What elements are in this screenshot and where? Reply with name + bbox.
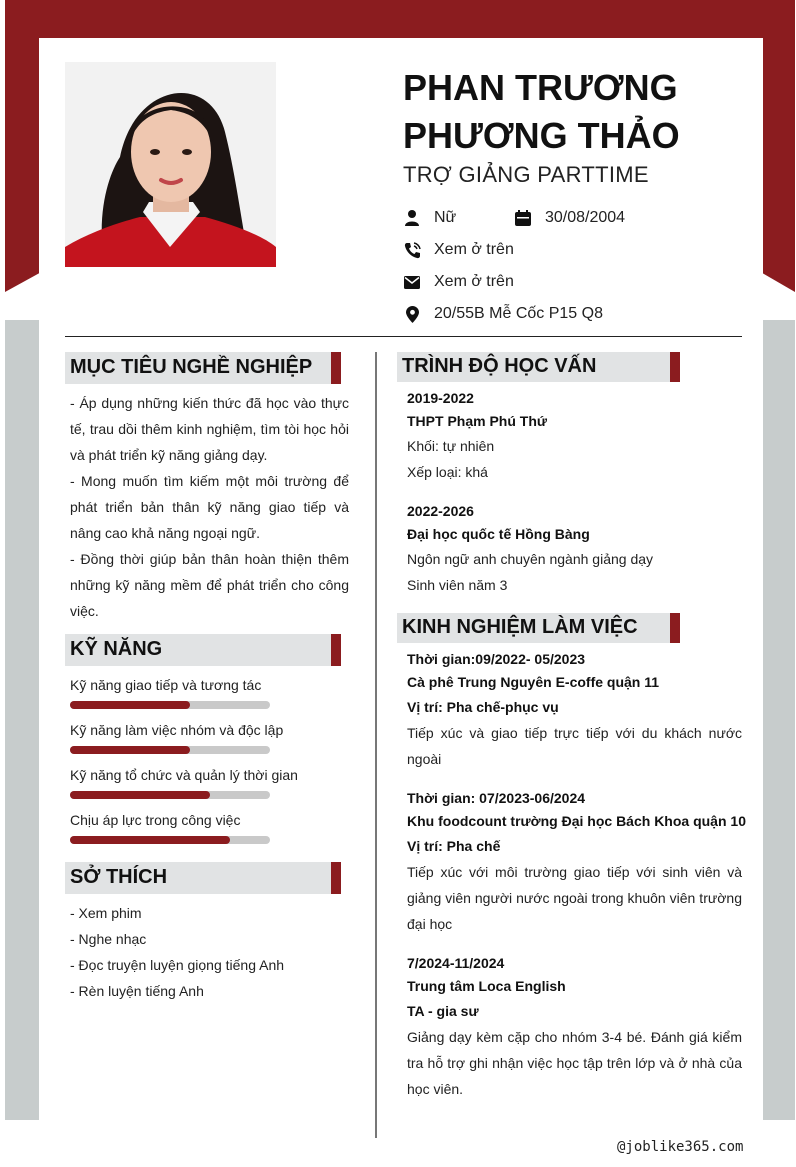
experience-company: Cà phê Trung Nguyên E-coffe quận 11 bbox=[407, 674, 660, 690]
education-detail: Khối: tự nhiên bbox=[407, 438, 495, 454]
objective-text bbox=[70, 390, 349, 624]
objective-heading bbox=[65, 352, 341, 384]
heading-accent bbox=[670, 613, 680, 643]
name-line-1: PHAN TRƯƠNG bbox=[403, 67, 678, 108]
hobby-item: - Xem phim bbox=[70, 905, 142, 921]
objective-paragraph: - Mong muốn tìm kiếm một môi trường để phát triển bản thân kỹ năng giao tiếp và nâng cao khả năng ngoại ngữ. bbox=[70, 473, 349, 541]
email-value: Xem ở trên bbox=[434, 273, 514, 290]
top-red-band bbox=[5, 0, 795, 38]
skills-heading bbox=[65, 634, 341, 666]
education-detail: Sinh viên năm 3 bbox=[407, 577, 508, 593]
skill-label: Chịu áp lực trong công việc bbox=[70, 812, 241, 828]
hobbies-heading bbox=[65, 862, 341, 894]
education-period: 2019-2022 bbox=[407, 390, 474, 406]
birthdate-value: 30/08/2004 bbox=[545, 209, 626, 226]
candidate-name bbox=[403, 64, 743, 160]
hobby-item: - Nghe nhạc bbox=[70, 931, 147, 947]
calendar-icon bbox=[514, 209, 532, 227]
experience-company: Khu foodcount trường Đại học Bách Khoa quận 10 bbox=[407, 813, 746, 829]
experience-position: TA - gia sư bbox=[407, 1003, 479, 1019]
map-pin-icon bbox=[403, 305, 421, 323]
gender-value: Nữ bbox=[434, 209, 457, 226]
education-period: 2022-2026 bbox=[407, 503, 474, 519]
profile-photo bbox=[65, 62, 276, 267]
email-row bbox=[403, 273, 514, 291]
phone-row bbox=[403, 241, 514, 259]
hobbies-list bbox=[70, 900, 349, 1004]
phone-icon bbox=[403, 241, 421, 259]
skill-label: Kỹ năng làm việc nhóm và độc lập bbox=[70, 722, 284, 738]
education-heading bbox=[397, 352, 680, 382]
skill-bar-track bbox=[70, 746, 270, 754]
education-school: Đại học quốc tế Hồng Bàng bbox=[407, 526, 590, 542]
experience-heading bbox=[397, 613, 680, 643]
person-icon bbox=[403, 209, 421, 227]
footer-watermark: @joblike365.com bbox=[617, 1139, 744, 1155]
experience-description: Tiếp xúc và giao tiếp trực tiếp với du khách nước ngoài bbox=[407, 725, 742, 767]
objective-title: MỤC TIÊU NGHỀ NGHIỆP bbox=[70, 356, 313, 378]
experience-period: Thời gian:09/2022- 05/2023 bbox=[407, 651, 586, 667]
objective-paragraph: - Áp dụng những kiến thức đã học vào thực tế, trau dồi thêm kinh nghiệm, tìm tòi học hỏi và phát triển kỹ năng giảng dạy. bbox=[70, 395, 349, 463]
heading-accent bbox=[331, 352, 341, 384]
objective-paragraph: - Đồng thời giúp bản thân hoàn thiện thêm những kỹ năng mềm để phát triển cho công việc. bbox=[70, 551, 349, 619]
heading-accent bbox=[331, 634, 341, 666]
skill-bar-fill bbox=[70, 701, 190, 709]
phone-value: Xem ở trên bbox=[434, 241, 514, 258]
header-divider bbox=[65, 336, 742, 337]
heading-accent bbox=[670, 352, 680, 382]
skill-bar-track bbox=[70, 701, 270, 709]
experience-description: Giảng dạy kèm cặp cho nhóm 3-4 bé. Đánh giá kiểm tra hỗ trợ ghi nhận việc học tập trên lớp và ở nhà của học viên. bbox=[407, 1029, 742, 1097]
experience-title: KINH NGHIỆM LÀM VIỆC bbox=[402, 616, 638, 638]
address-value: 20/55B Mễ Cốc P15 Q8 bbox=[434, 305, 603, 322]
hobby-item: - Rèn luyện tiếng Anh bbox=[70, 983, 204, 999]
envelope-icon bbox=[403, 273, 421, 291]
experience-period: Thời gian: 07/2023-06/2024 bbox=[407, 790, 586, 806]
right-red-band bbox=[763, 0, 795, 292]
experience-period: 7/2024-11/2024 bbox=[407, 955, 505, 971]
skills-title: KỸ NĂNG bbox=[70, 638, 163, 660]
experience-position: Vị trí: Pha chế-phục vụ bbox=[407, 699, 559, 715]
education-detail: Ngôn ngữ anh chuyên ngành giảng dạy bbox=[407, 551, 654, 567]
left-red-band bbox=[5, 0, 39, 292]
education-school: THPT Phạm Phú Thứ bbox=[407, 413, 548, 429]
skill-bar-fill bbox=[70, 836, 230, 844]
birthdate-row bbox=[514, 209, 625, 227]
experience-description: Tiếp xúc với môi trường giao tiếp với sinh viên và giảng viên người nước ngoài trong khuôn viên trường đại học bbox=[407, 864, 742, 932]
education-detail: Xếp loại: khá bbox=[407, 464, 488, 480]
left-grey-band bbox=[5, 300, 39, 1120]
experience-company: Trung tâm Loca English bbox=[407, 978, 566, 994]
heading-accent bbox=[331, 862, 341, 894]
skill-bar-track bbox=[70, 791, 270, 799]
hobbies-title: SỞ THÍCH bbox=[70, 866, 168, 888]
address-row bbox=[403, 305, 603, 323]
skill-label: Kỹ năng tổ chức và quản lý thời gian bbox=[70, 767, 298, 783]
name-line-2: PHƯƠNG THẢO bbox=[403, 115, 680, 156]
right-grey-band bbox=[763, 300, 795, 1120]
skill-bar-track bbox=[70, 836, 270, 844]
job-title: TRỢ GIẢNG PARTTIME bbox=[403, 162, 649, 187]
gender-row bbox=[403, 209, 456, 227]
column-divider bbox=[375, 352, 377, 1138]
experience-position: Vị trí: Pha chế bbox=[407, 838, 501, 854]
skill-bar-fill bbox=[70, 746, 190, 754]
hobby-item: - Đọc truyện luyện giọng tiếng Anh bbox=[70, 957, 285, 973]
skill-label: Kỹ năng giao tiếp và tương tác bbox=[70, 677, 262, 693]
skill-bar-fill bbox=[70, 791, 210, 799]
education-title: TRÌNH ĐỘ HỌC VẤN bbox=[402, 355, 597, 377]
